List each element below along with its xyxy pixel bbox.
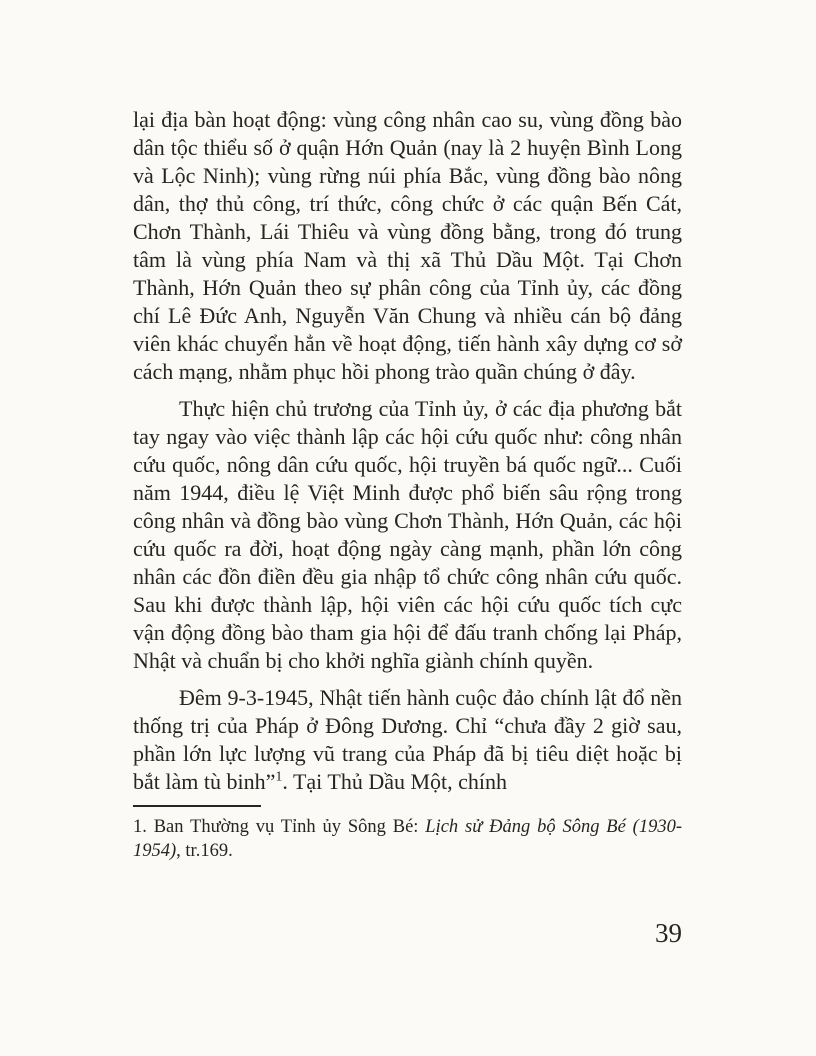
footnote-page-ref: , tr.169. [176, 841, 233, 861]
footnote-divider [133, 805, 261, 807]
paragraph-3 [133, 684, 682, 796]
page-number: 39 [655, 918, 682, 948]
paragraph-3-continuation: . Tại Thủ Dầu Một, chính [282, 769, 508, 794]
footnote-reference: 1 [275, 769, 283, 785]
paragraph-1: lại địa bàn hoạt động: vùng công nhân cao su, vùng đồng bào dân tộc thiểu số ở quận Hớn Quản (nay là 2 huyện Bình Long và Lộc Ninh); vùng rừng núi phía Bắc, vùng đồng bào nông dân, thợ thủ công, trí thức, công chức ở các quận Bến Cát, Chơn Thành, Lái Thiêu và vùng đồng bằng, trong đó trung tâm là vùng phía Nam và thị xã Thủ Dầu Một. Tại Chơn Thành, Hớn Quản theo sự phân công của Tỉnh ủy, các đồng chí Lê Đức Anh, Nguyễn Văn Chung và nhiều cán bộ đảng viên khác chuyển hẳn về hoạt động, tiến hành xây dựng cơ sở cách mạng, nhằm phục hồi phong trào quần chúng ở đây. [133, 107, 682, 384]
paragraph-2: Thực hiện chủ trương của Tỉnh ủy, ở các địa phương bắt tay ngay vào việc thành lập các hội cứu quốc như: công nhân cứu quốc, nông dân cứu quốc, hội truyền bá quốc ngữ... Cuối năm 1944, điều lệ Việt Minh được phổ biến sâu rộng trong công nhân và đồng bào vùng Chơn Thành, Hớn Quản, các hội cứu quốc ra đời, hoạt động ngày càng mạnh, phần lớn công nhân các đồn điền đều gia nhập tổ chức công nhân cứu quốc. Sau khi được thành lập, hội viên các hội cứu quốc tích cực vận động đồng bào tham gia hội để đấu tranh chống lại Pháp, Nhật và chuẩn bị cho khởi nghĩa giành chính quyền. [133, 396, 682, 673]
paragraph-3-text: Đêm 9-3-1945, Nhật tiến hành cuộc đảo chính lật đổ nền thống trị của Pháp ở Đông Dương. Chỉ “chưa đầy 2 giờ sau, phần lớn lực lượng vũ trang của Pháp đã bị tiêu diệt hoặc bị bắt làm tù binh” [133, 685, 682, 794]
footnote-citation-title: Lịch sử Đảng bộ Sông Bé (1930-1954) [133, 817, 682, 861]
page-body [133, 106, 682, 863]
footnote [133, 815, 682, 863]
footnote-text: 1. Ban Thường vụ Tỉnh ủy Sông Bé: [133, 817, 426, 837]
